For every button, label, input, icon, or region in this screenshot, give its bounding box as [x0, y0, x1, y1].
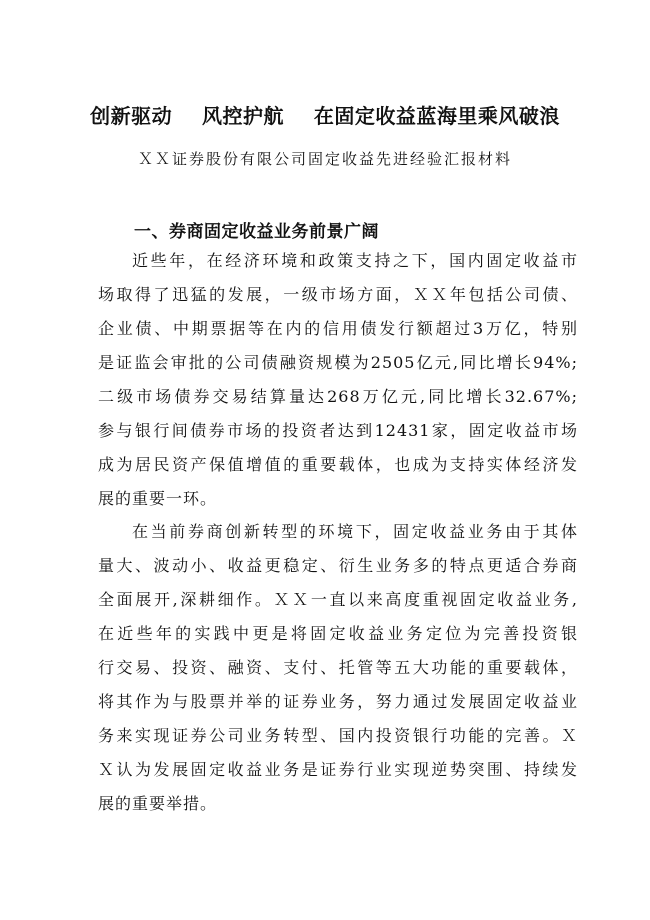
document-subtitle: ＸＸ证券股份有限公司固定收益先进经验汇报材料	[137, 150, 512, 168]
paragraph-line: 参与银行间债券市场的投资者达到12431家，固定收益市场	[98, 421, 578, 440]
paragraph-line: 是证监会审批的公司债融资规模为2505亿元,同比增长94%;	[98, 353, 578, 372]
paragraph-line: 场取得了迅猛的发展，一级市场方面，ＸＸ年包括公司债、	[98, 285, 578, 304]
paragraph-line: 全面展开,深耕细作。ＸＸ一直以来高度重视固定收益业务,	[98, 590, 578, 609]
paragraph-2	[98, 515, 578, 821]
paragraph-line: Ｘ认为发展固定收益业务是证券行业实现逆势突围、持续发	[98, 760, 578, 779]
paragraph-line: 务来实现证券公司业务转型、国内投资银行功能的完善。Ｘ	[98, 726, 578, 745]
paragraph-line: 企业债、中期票据等在内的信用债发行额超过3万亿，特别	[98, 319, 578, 338]
paragraph-line: 量大、波动小、收益更稳定、衍生业务多的特点更适合券商	[98, 556, 578, 575]
paragraph-line: 二级市场债券交易结算量达268万亿元,同比增长32.67%;	[98, 387, 578, 406]
paragraph-line: 在当前券商创新转型的环境下，固定收益业务由于其体	[132, 522, 578, 541]
section-heading: 一、券商固定收益业务前景广阔	[134, 222, 379, 242]
paragraph-line: 展的重要一环。	[98, 489, 218, 508]
paragraph-line: 展的重要举措。	[98, 794, 218, 813]
paragraph-line: 行交易、投资、融资、支付、托管等五大功能的重要载体，	[98, 658, 578, 677]
document-title: 创新驱动 风控护航 在固定收益蓝海里乘风破浪	[90, 104, 560, 128]
paragraph-line: 成为居民资产保值增值的重要载体，也成为支持实体经济发	[98, 455, 578, 474]
paragraph-line: 近些年，在经济环境和政策支持之下，国内固定收益市	[132, 251, 578, 270]
paragraph-line: 在近些年的实践中更是将固定收益业务定位为完善投资银	[98, 624, 578, 643]
paragraph-line: 将其作为与股票并举的证券业务，努力通过发展固定收益业	[98, 692, 578, 711]
paragraph-1	[98, 244, 578, 516]
